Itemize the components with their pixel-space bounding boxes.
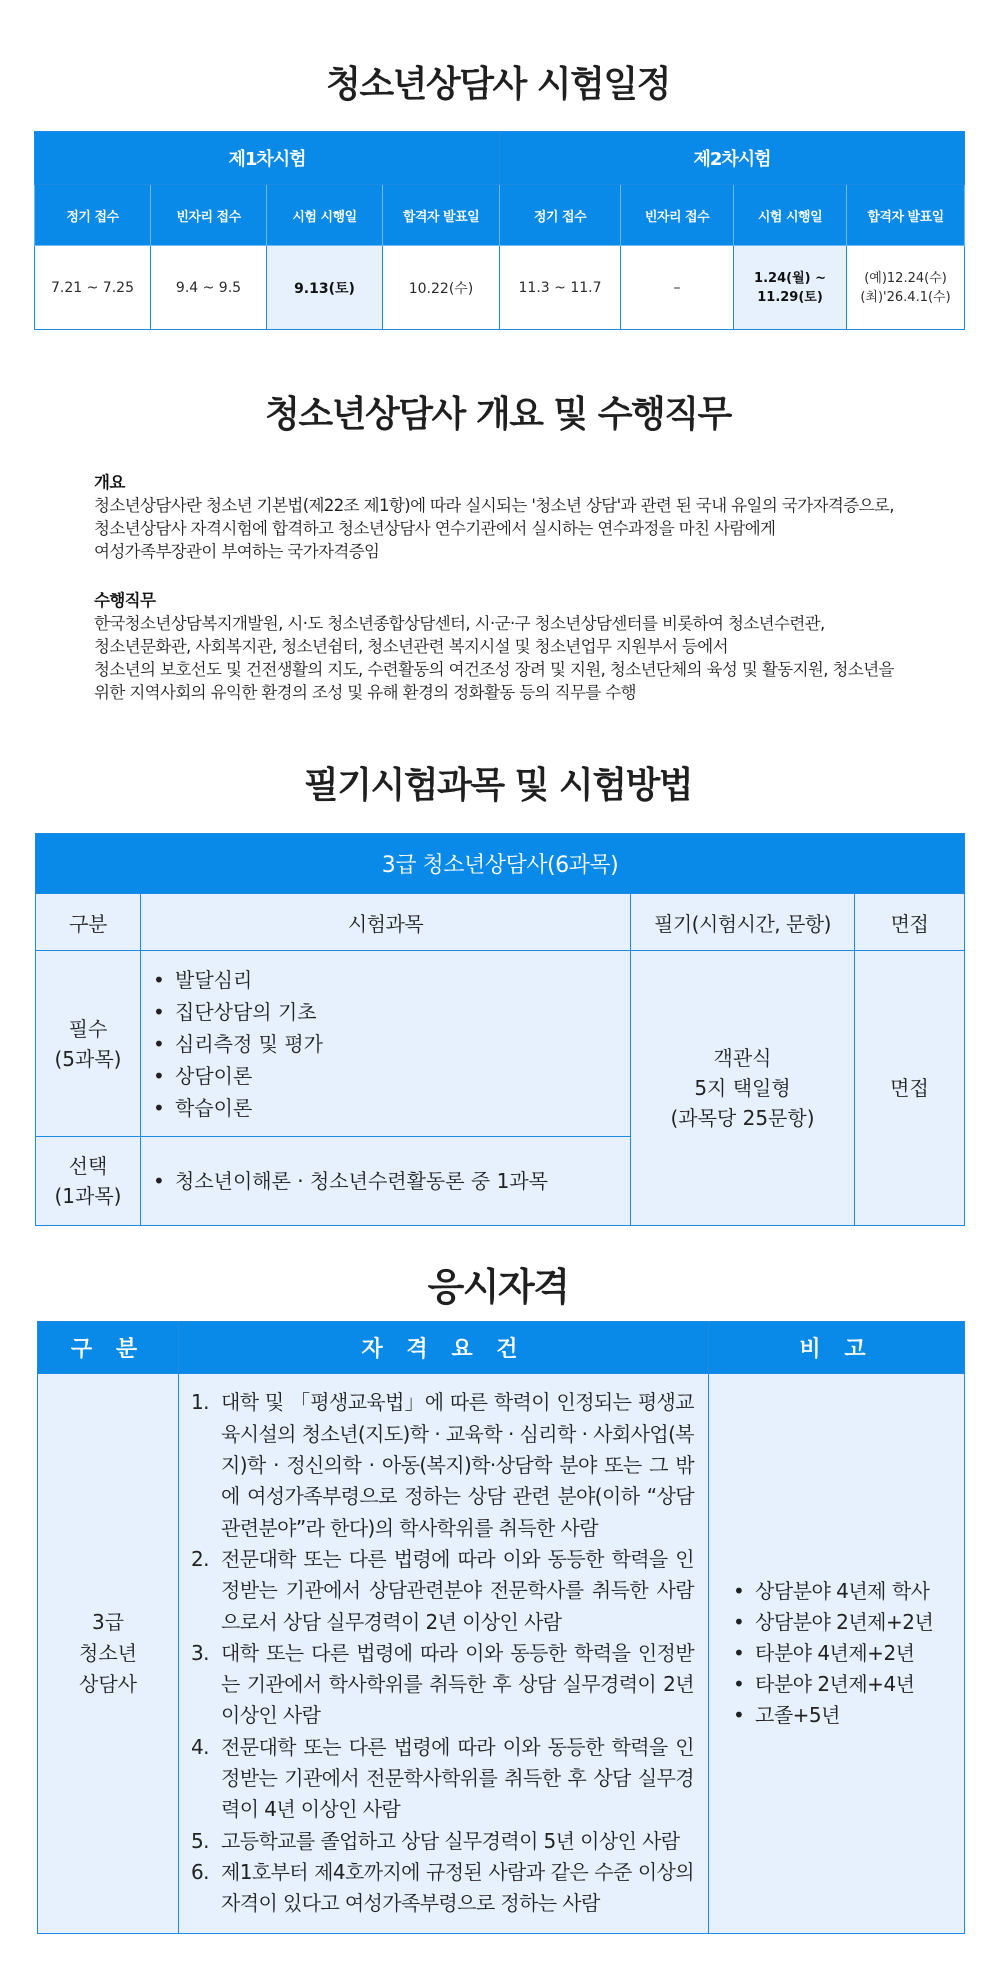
round2-header: 제2차시험 bbox=[500, 132, 965, 185]
round2-exam-date bbox=[734, 246, 847, 330]
list-item bbox=[191, 1387, 694, 1543]
requirements bbox=[179, 1374, 709, 1934]
column-header: 자 격 요 건 bbox=[179, 1322, 709, 1374]
round2-result-final: (최)'26.4.1(수) bbox=[860, 289, 951, 305]
elective-label-line: 선택 bbox=[68, 1154, 108, 1178]
list-item: • 상담분야 2년제+2년 bbox=[733, 1607, 964, 1638]
required-subjects bbox=[141, 951, 631, 1137]
grade-label-line: 상담사 bbox=[79, 1672, 137, 1696]
overview-title: 청소년상담사 개요 및 수행직무 bbox=[265, 394, 731, 435]
round2-exam-start: 1.24(월) ~ bbox=[754, 270, 826, 286]
list-item: • 심리측정 및 평가 bbox=[153, 1028, 630, 1060]
item-text: 고등학교를 졸업하고 상담 실무경력이 5년 이상인 사람 bbox=[221, 1828, 680, 1853]
elective-label bbox=[36, 1137, 141, 1226]
subjects-title: 필기시험과목 및 시험방법 bbox=[303, 765, 693, 806]
summary-line: 청소년상담사란 청소년 기본법(제22조 제1항)에 따라 실시되는 '청소년 상담'과 관련 된 국내 유일의 국가자격증으로, bbox=[94, 496, 894, 515]
elective-subjects bbox=[141, 1137, 631, 1226]
required-label bbox=[36, 951, 141, 1137]
subjects-table-title: 3급 청소년상담사(6과목) bbox=[36, 834, 965, 894]
item-number: 4. bbox=[191, 1734, 209, 1759]
column-header: 비 고 bbox=[709, 1322, 965, 1374]
list-item: • 타분야 2년제+4년 bbox=[733, 1669, 964, 1700]
list-item: • 발달심리 bbox=[153, 964, 630, 996]
column-header: 빈자리 접수 bbox=[621, 185, 734, 246]
column-header: 합격자 발표일 bbox=[847, 185, 965, 246]
eligibility-table bbox=[37, 1321, 965, 1934]
table-row bbox=[36, 951, 965, 1137]
list-item: • 타분야 4년제+2년 bbox=[733, 1638, 964, 1669]
grade-label bbox=[38, 1374, 179, 1934]
list-item bbox=[191, 1732, 694, 1826]
item-text: 제1호부터 제4호까지에 규정된 사람과 같은 수준 이상의 자격이 있다고 여성가족부령으로 정하는 사람 bbox=[221, 1859, 694, 1916]
round1-regular-date: 7.21 ~ 7.25 bbox=[35, 246, 151, 330]
summary-label: 개요 bbox=[94, 473, 125, 492]
interview: 면접 bbox=[855, 951, 965, 1226]
column-header: 시험 시행일 bbox=[734, 185, 847, 246]
item-number: 1. bbox=[191, 1390, 209, 1415]
duty-line: 한국청소년상담복지개발원, 시·도 청소년종합상담센터, 시·군·구 청소년상담센터를 비롯하여 청소년수련관, bbox=[94, 614, 825, 633]
round2-result-date bbox=[847, 246, 965, 330]
item-text: 대학 및 「평생교육법」에 따른 학력이 인정되는 평생교육시설의 청소년(지도)학 · 교육학 · 심리학 · 사회사업(복지)학 · 정신의학 · 아동(복지)학·상담학 분야 또는 그 밖에 여성가족부령으로 정하는 상담 관련 분야(이하 “상담관련분야”라 한다)의 학사학위를 취득한 사람 bbox=[221, 1390, 694, 1540]
subjects-table bbox=[35, 833, 965, 1226]
elective-label-line: (1과목) bbox=[54, 1184, 122, 1208]
duty-label: 수행직무 bbox=[94, 591, 156, 610]
round1-result-date: 10.22(수) bbox=[383, 246, 500, 330]
duty-line: 위한 지역사회의 유익한 환경의 조성 및 유해 환경의 정화활동 등의 직무를 수행 bbox=[94, 683, 636, 702]
table-row bbox=[35, 246, 965, 330]
overview-summary bbox=[94, 471, 934, 563]
notes bbox=[709, 1374, 965, 1934]
item-text: 대학 또는 다른 법령에 따라 이와 동등한 학력을 인정받는 기관에서 학사학위를 취득한 후 상담 실무경력이 2년 이상인 사람 bbox=[221, 1640, 694, 1728]
list-item: • 집단상담의 기초 bbox=[153, 996, 630, 1028]
item-text: 전문대학 또는 다른 법령에 따라 이와 동등한 학력을 인정받는 기관에서 전문학사학위를 취득한 후 상담 실무경력이 4년 이상인 사람 bbox=[221, 1734, 694, 1822]
round2-result-expected: (예)12.24(수) bbox=[864, 270, 947, 286]
round2-regular-date: 11.3 ~ 11.7 bbox=[500, 246, 621, 330]
column-header: 시험 시행일 bbox=[267, 185, 383, 246]
summary-line: 여성가족부장관이 부여하는 국가자격증임 bbox=[94, 542, 380, 561]
required-label-line: (5과목) bbox=[54, 1046, 122, 1071]
list-item: • 청소년이해론 · 청소년수련활동론 중 1과목 bbox=[153, 1165, 630, 1197]
column-header: 합격자 발표일 bbox=[383, 185, 500, 246]
column-header: 구분 bbox=[36, 894, 141, 951]
exam-method-line: 5지 택일형 bbox=[694, 1076, 791, 1100]
list-item: • 학습이론 bbox=[153, 1092, 630, 1124]
item-number: 5. bbox=[191, 1828, 209, 1853]
required-label-line: 필수 bbox=[68, 1016, 108, 1041]
list-item bbox=[191, 1857, 694, 1920]
duty-line: 청소년문화관, 사회복지관, 청소년쉼터, 청소년관련 복지시설 및 청소년업무 지원부서 등에서 bbox=[94, 637, 728, 656]
column-header: 필기(시험시간, 문항) bbox=[631, 894, 855, 951]
eligibility-title: 응시자격 bbox=[427, 1265, 569, 1309]
round1-exam-date: 9.13(토) bbox=[267, 246, 383, 330]
list-item bbox=[191, 1544, 694, 1638]
schedule-title: 청소년상담사 시험일정 bbox=[326, 64, 670, 105]
list-item: • 상담이론 bbox=[153, 1060, 630, 1092]
exam-method-line: 객관식 bbox=[713, 1046, 772, 1070]
column-header: 면접 bbox=[855, 894, 965, 951]
list-item bbox=[191, 1826, 694, 1857]
round2-vacancy-date: – bbox=[621, 246, 734, 330]
column-header: 정기 접수 bbox=[35, 185, 151, 246]
table-row bbox=[38, 1374, 965, 1934]
column-header: 정기 접수 bbox=[500, 185, 621, 246]
item-text: 전문대학 또는 다른 법령에 따라 이와 동등한 학력을 인정받는 기관에서 상담관련분야 전문학사를 취득한 사람으로서 상담 실무경력이 2년 이상인 사람 bbox=[221, 1546, 694, 1634]
column-header: 구 분 bbox=[38, 1322, 179, 1374]
grade-label-line: 청소년 bbox=[79, 1641, 137, 1665]
schedule-table bbox=[34, 131, 965, 330]
round2-exam-end: 11.29(토) bbox=[757, 289, 823, 305]
list-item bbox=[191, 1638, 694, 1732]
summary-line: 청소년상담사 자격시험에 합격하고 청소년상담사 연수기관에서 실시하는 연수과정을 마친 사람에게 bbox=[94, 519, 776, 538]
list-item: • 상담분야 4년제 학사 bbox=[733, 1576, 964, 1607]
item-number: 6. bbox=[191, 1859, 209, 1884]
round1-vacancy-date: 9.4 ~ 9.5 bbox=[151, 246, 267, 330]
item-number: 2. bbox=[191, 1546, 209, 1571]
exam-method-line: (과목당 25문항) bbox=[670, 1106, 815, 1130]
grade-label-line: 3급 bbox=[91, 1610, 125, 1634]
column-header: 빈자리 접수 bbox=[151, 185, 267, 246]
round1-header: 제1차시험 bbox=[35, 132, 500, 185]
column-header: 시험과목 bbox=[141, 894, 631, 951]
item-number: 3. bbox=[191, 1640, 209, 1665]
exam-method bbox=[631, 951, 855, 1226]
list-item: • 고졸+5년 bbox=[733, 1700, 964, 1731]
overview-duties bbox=[94, 589, 934, 704]
duty-line: 청소년의 보호선도 및 건전생활의 지도, 수련활동의 여건조성 장려 및 지원, 청소년단체의 육성 및 활동지원, 청소년을 bbox=[94, 660, 894, 679]
